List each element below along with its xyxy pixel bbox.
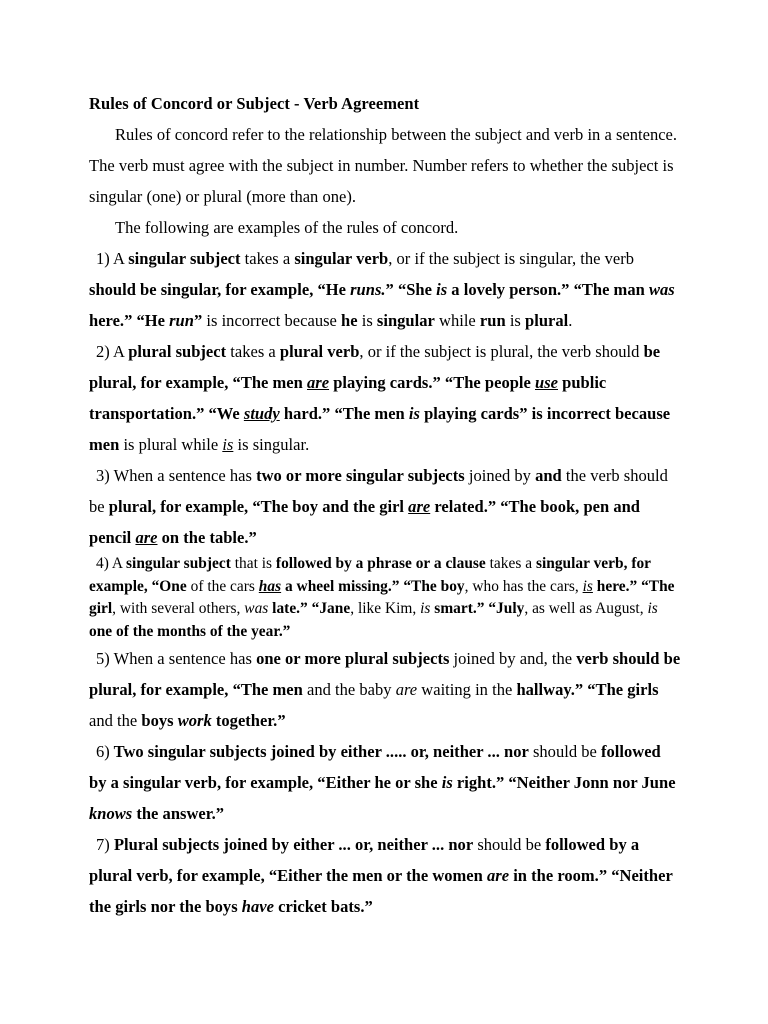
rule-text-run: the verb should be — [89, 466, 668, 516]
rule-text-run: ” — [193, 311, 203, 330]
rule-text-run: waiting in the — [417, 680, 517, 699]
rule-text-run: plural subject — [128, 342, 227, 361]
rule-text-run: are — [135, 528, 158, 547]
rule-text-run: related.” “The book, pen and pencil — [89, 497, 641, 547]
rule-text-run: should be singular, for example, “He — [89, 280, 351, 299]
rule-text-run: boys — [141, 711, 178, 730]
rule-text-run: When a sentence has — [109, 466, 257, 485]
rule-text-run: playing cards” is incorrect because men — [89, 404, 671, 454]
rule-text-run: and the — [89, 711, 142, 730]
rule-text-run: one or more plural subjects — [256, 649, 450, 668]
rule-text-run: are — [395, 680, 418, 699]
rule-text-run: ” “She — [385, 280, 437, 299]
rule-text-run: run — [169, 311, 194, 330]
rule-text-run: singular verb — [294, 249, 389, 268]
rule-text-run: have — [241, 897, 274, 916]
rule-text-run: two or more singular subjects — [256, 466, 465, 485]
rule-text-run: Plural subjects joined by either ... or, neither ... nor — [109, 835, 474, 854]
rule-text-run: is plural while — [119, 435, 223, 454]
page-title: Rules of Concord or Subject - Verb Agreement — [89, 94, 420, 113]
rule-text-run: is — [647, 600, 658, 617]
rule-number: 4) — [96, 555, 109, 572]
rule-text-run: and — [535, 466, 562, 485]
rule-text-run: public transportation.” “We — [89, 373, 607, 423]
rule-text-run: was — [648, 280, 675, 299]
rule-item — [89, 736, 681, 829]
rule-text-run: is — [582, 577, 593, 595]
rule-text-run: , with several others, — [112, 600, 245, 617]
rule-text-run: while — [434, 311, 480, 330]
rule-item — [89, 336, 681, 460]
rule-number: 5) — [96, 649, 110, 668]
rule-text-run: is — [222, 435, 234, 454]
rule-text-run: is incorrect because — [202, 311, 342, 330]
rule-number: 2) — [96, 342, 110, 361]
rule-text-run: is — [436, 280, 448, 299]
rule-text-run: , who has the cars, — [464, 577, 583, 595]
rule-text-run: one of the months of the year.” — [89, 622, 291, 640]
rule-text-run: , as well as August, — [524, 600, 648, 617]
rule-text-run: A — [109, 342, 129, 361]
rule-text-run: A — [109, 249, 129, 268]
rule-text-run: on the table.” — [157, 528, 257, 547]
rule-text-run: plural — [525, 311, 569, 330]
rule-number: 7) — [96, 835, 110, 854]
rule-text-run: followed by a plural verb — [89, 835, 640, 885]
rule-text-run: , or if the subject is plural, the verb should — [359, 342, 644, 361]
rule-text-run: a lovely person.” “The man — [447, 280, 649, 299]
rule-text-run: together.” — [211, 711, 286, 730]
rule-text-run: , for example, “Either he or she — [216, 773, 442, 792]
rule-text-run: should be — [473, 835, 546, 854]
rule-text-run: here.” “He — [89, 311, 170, 330]
rule-text-run: here.” “The girl — [89, 577, 675, 617]
lead-in-paragraph: The following are examples of the rules of concord. — [115, 218, 459, 237]
rules-list — [89, 243, 681, 922]
rule-text-run: , or if the subject is singular, the verb — [388, 249, 635, 268]
rule-text-run: right.” “Neither Jonn nor June — [452, 773, 676, 792]
rule-text-run: takes a — [485, 555, 536, 572]
rule-item — [89, 643, 681, 736]
rule-text-run: and the baby — [302, 680, 396, 699]
rule-text-run: plural, for example, “The boy and the girl — [108, 497, 409, 516]
rule-text-run: is — [408, 404, 420, 423]
rule-text-run: of the cars — [186, 577, 259, 595]
rule-text-run: smart.” “July — [430, 600, 525, 617]
rule-item — [89, 553, 681, 643]
rule-text-run: singular verb, for example, “One — [89, 555, 651, 595]
rule-text-run: playing cards.” “The people — [329, 373, 535, 392]
rule-text-run: knows — [89, 804, 133, 823]
rule-text-run: a wheel missing.” “The boy — [281, 577, 465, 595]
rule-item — [89, 829, 681, 922]
rule-text-run: is singular. — [233, 435, 310, 454]
rule-text-run: study — [243, 404, 280, 423]
rule-item — [89, 460, 681, 553]
rule-item — [89, 243, 681, 336]
rule-text-run: should be — [528, 742, 602, 761]
rule-text-run: followed by a phrase or a clause — [275, 555, 486, 572]
rule-text-run: singular — [376, 311, 435, 330]
rule-text-run: joined by and, the — [449, 649, 577, 668]
rule-text-run: runs. — [350, 280, 386, 299]
rule-text-run: hallway.” “The girls — [516, 680, 659, 699]
rule-text-run: takes a — [226, 342, 280, 361]
rule-text-run: cricket bats.” — [273, 897, 373, 916]
rule-text-run: Two singular subjects joined by either ..... or, neither ... nor — [109, 742, 529, 761]
rule-text-run: is — [505, 311, 526, 330]
rule-text-run: run — [479, 311, 506, 330]
rule-text-run: is — [441, 773, 453, 792]
rule-text-run: late.” “Jane — [268, 600, 351, 617]
rule-text-run: , for example, “The men — [132, 680, 303, 699]
rule-text-run: is — [357, 311, 377, 330]
rule-text-run: hard.” “The men — [279, 404, 409, 423]
rule-text-run: followed by a singular verb — [89, 742, 661, 792]
rule-text-run: work — [177, 711, 212, 730]
rule-text-run: A — [108, 555, 127, 572]
rule-number: 1) — [96, 249, 110, 268]
rule-text-run: , like Kim, — [350, 600, 421, 617]
rule-text-run: plural verb — [279, 342, 360, 361]
rule-text-run: singular subject — [128, 249, 241, 268]
rule-number: 3) — [96, 466, 110, 485]
rule-text-run: are — [486, 866, 510, 885]
rule-text-run: . — [568, 311, 573, 330]
rule-text-run: has — [258, 577, 282, 595]
intro-paragraph: Rules of concord refer to the relationship between the subject and verb in a sentence. The verb must agree with the subject in number. Number refers to whether the subject is singular (one) or plural (more than one). — [89, 125, 678, 206]
rule-text-run: singular subject — [126, 555, 231, 572]
rule-text-run: be plural, for example, “The men — [89, 342, 661, 392]
rule-number: 6) — [96, 742, 110, 761]
rule-text-run: use — [535, 373, 558, 392]
rule-text-run: that is — [230, 555, 276, 572]
rule-text-run: takes a — [240, 249, 295, 268]
rule-text-run: joined by — [464, 466, 536, 485]
document-body — [89, 88, 681, 922]
rule-text-run: When a sentence has — [109, 649, 257, 668]
rule-text-run: are — [307, 373, 330, 392]
rule-text-run: he — [341, 311, 358, 330]
rule-text-run: in the room.” “Neither the girls nor the boys — [89, 866, 673, 916]
rule-text-run: , for example, “Either the men or the women — [168, 866, 487, 885]
rule-text-run: is — [420, 600, 431, 617]
rule-text-run: the answer.” — [132, 804, 224, 823]
rule-text-run: are — [408, 497, 431, 516]
rule-text-run: verb should be plural — [89, 649, 681, 699]
rule-text-run: was — [244, 600, 269, 617]
